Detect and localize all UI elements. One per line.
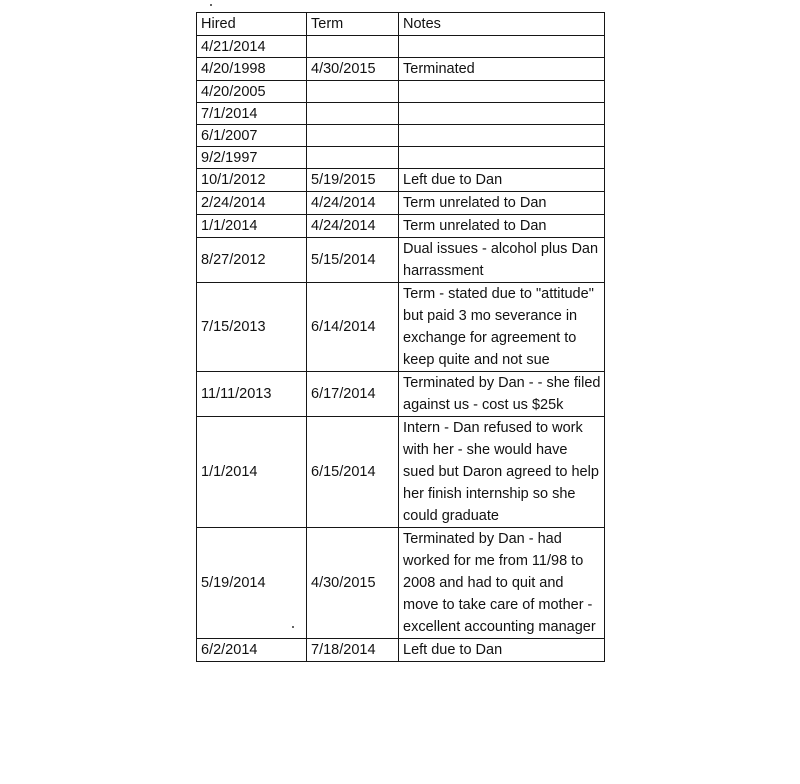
scan-speck <box>292 626 294 628</box>
term-cell: 4/30/2015 <box>307 58 399 81</box>
term-cell: 4/30/2015 <box>307 528 399 639</box>
hired-cell: 1/1/2014 <box>197 215 307 238</box>
header-row <box>197 13 605 36</box>
table-row <box>197 639 605 662</box>
notes-cell <box>399 125 605 147</box>
hired-cell: 4/21/2014 <box>197 36 307 58</box>
table-row <box>197 58 605 81</box>
header-term: Term <box>307 13 399 36</box>
header-notes: Notes <box>399 13 605 36</box>
notes-cell: Dual issues - alcohol plus Dan harrassment <box>399 238 605 283</box>
term-cell <box>307 81 399 103</box>
notes-cell <box>399 147 605 169</box>
hired-cell: 1/1/2014 <box>197 417 307 528</box>
hired-cell: 4/20/2005 <box>197 81 307 103</box>
term-cell: 7/18/2014 <box>307 639 399 662</box>
hired-cell: 9/2/1997 <box>197 147 307 169</box>
table-row <box>197 238 605 283</box>
hired-cell: 7/15/2013 <box>197 283 307 372</box>
notes-cell: Terminated by Dan - - she filed against us - cost us $25k <box>399 372 605 417</box>
table-row <box>197 528 605 639</box>
employee-table-sheet <box>196 12 604 662</box>
term-cell: 4/24/2014 <box>307 215 399 238</box>
hired-cell: 7/1/2014 <box>197 103 307 125</box>
term-cell <box>307 36 399 58</box>
term-cell: 5/19/2015 <box>307 169 399 192</box>
hired-cell: 10/1/2012 <box>197 169 307 192</box>
scan-speck <box>210 4 212 6</box>
notes-cell: Term unrelated to Dan <box>399 192 605 215</box>
header-hired: Hired <box>197 13 307 36</box>
term-cell: 4/24/2014 <box>307 192 399 215</box>
employee-term-table <box>196 12 605 662</box>
table-row <box>197 169 605 192</box>
hired-cell: 6/1/2007 <box>197 125 307 147</box>
notes-cell: Terminated by Dan - had worked for me from 11/98 to 2008 and had to quit and move to take care of mother - excellent accounting manager <box>399 528 605 639</box>
term-cell: 6/14/2014 <box>307 283 399 372</box>
notes-cell <box>399 103 605 125</box>
term-cell <box>307 147 399 169</box>
table-row <box>197 103 605 125</box>
term-cell <box>307 125 399 147</box>
table-row <box>197 125 605 147</box>
table-row <box>197 372 605 417</box>
table-row <box>197 417 605 528</box>
notes-cell: Terminated <box>399 58 605 81</box>
table-row <box>197 283 605 372</box>
notes-cell <box>399 36 605 58</box>
notes-cell: Term - stated due to "attitude" but paid 3 mo severance in exchange for agreement to keep quite and not sue <box>399 283 605 372</box>
table-row <box>197 81 605 103</box>
hired-cell: 11/11/2013 <box>197 372 307 417</box>
term-cell <box>307 103 399 125</box>
notes-cell: Term unrelated to Dan <box>399 215 605 238</box>
hired-cell: 6/2/2014 <box>197 639 307 662</box>
hired-cell: 2/24/2014 <box>197 192 307 215</box>
term-cell: 6/17/2014 <box>307 372 399 417</box>
term-cell: 5/15/2014 <box>307 238 399 283</box>
table-row <box>197 36 605 58</box>
notes-cell: Intern - Dan refused to work with her - she would have sued but Daron agreed to help her finish internship so she could graduate <box>399 417 605 528</box>
hired-cell: 8/27/2012 <box>197 238 307 283</box>
notes-cell: Left due to Dan <box>399 169 605 192</box>
term-cell: 6/15/2014 <box>307 417 399 528</box>
table-row <box>197 215 605 238</box>
hired-cell: 5/19/2014 <box>197 528 307 639</box>
notes-cell: Left due to Dan <box>399 639 605 662</box>
table-row <box>197 147 605 169</box>
notes-cell <box>399 81 605 103</box>
table-row <box>197 192 605 215</box>
hired-cell: 4/20/1998 <box>197 58 307 81</box>
